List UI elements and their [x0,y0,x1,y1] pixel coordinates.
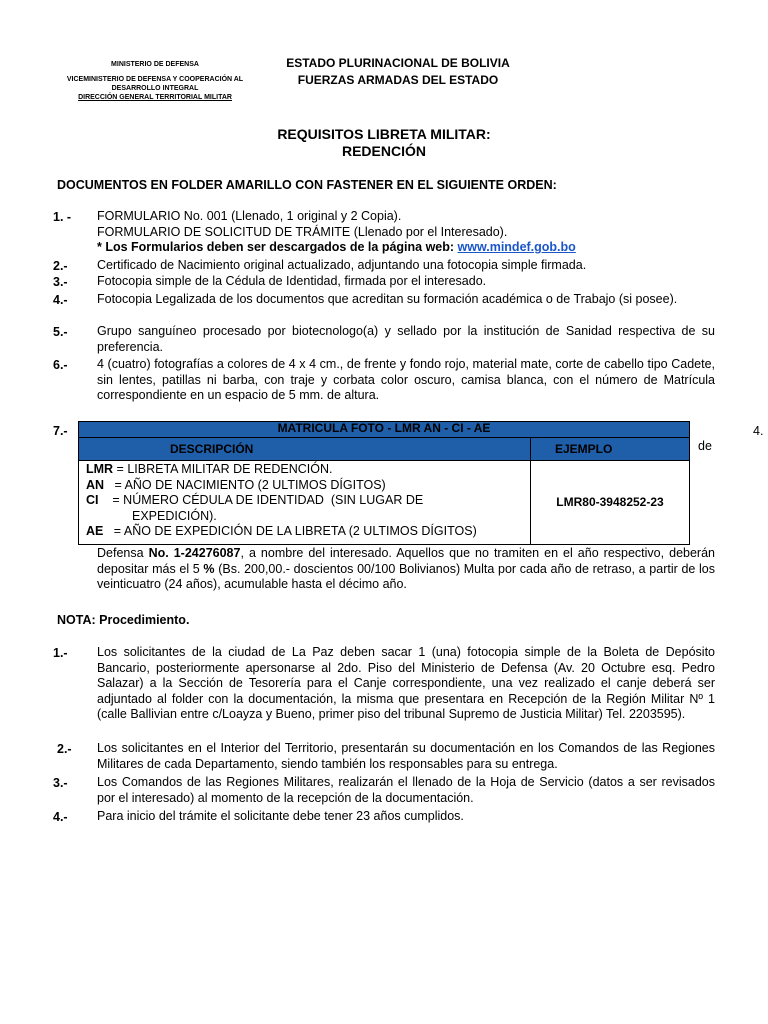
item-5-text: Grupo sanguíneo procesado por biotecnologo(a) y sellado por la institución de Sanidad respectiva de su preferencia. [97,324,715,354]
form-001-line: FORMULARIO No. 001 (Llenado, 1 original y 2 Copia). [97,209,402,223]
item-number: 2.- [53,259,68,273]
item-4-text: Fotocopia Legalizada de los documentos que acreditan su formación académica o de Trabajo (si posee). [97,292,678,306]
deposit-paragraph [97,546,715,593]
step-4-text: Para inicio del trámite el solicitante debe tener 23 años cumplidos. [97,809,464,823]
request-form-line: FORMULARIO DE SOLICITUD DE TRÁMITE (Llenado por el Interesado). [97,224,508,239]
ci-row-cont: EXPEDICIÓN). [132,508,217,523]
lmr-desc: = LIBRETA MILITAR DE REDENCIÓN. [113,462,333,476]
nota-heading: NOTA: Procedimiento. [57,613,190,627]
ae-desc: = AÑO DE EXPEDICIÓN DE LA LIBRETA (2 ULTIMOS DÍGITOS) [103,524,477,538]
state-header [270,55,526,89]
step-number: 1.- [53,646,68,660]
side-fragment-de: de [698,439,712,453]
ministry-header [55,60,255,102]
ae-key: AE [86,524,104,538]
lmr-row [86,462,526,478]
item-2-text: Certificado de Nacimiento original actualizado, adjuntando una fotocopia simple firmada. [97,258,587,272]
website-link[interactable]: www.mindef.gob.bo [457,240,576,254]
description-list [86,462,526,540]
step-3-text: Los Comandos de las Regiones Militares, realizarán el llenado de la Hoja de Servicio (datos a ser revisados por el interesado) al momento de la recepción de la documentación. [97,775,715,805]
ci-row [86,493,526,509]
document-title [0,126,768,160]
item-3-text: Fotocopia simple de la Cédula de Identidad, firmada por el interesado. [97,274,487,288]
account-number: No. 1-24276087 [148,546,241,560]
an-desc: = AÑO DE NACIMIENTO (2 ULTIMOS DÍGITOS) [104,477,386,492]
deposit-mid: , a nombre del interesado. Aquellos que no tramiten en el año respectivo, deberán depositar más el 5 [97,546,715,576]
deposit-post: (Bs. 200,00.- doscientos 00/100 Bolivianos) Multa por cada año de retraso, a partir de los veinticuatro (24 años), acumulable hasta el décimo año. [97,561,715,591]
col-divider [78,437,690,438]
vice-ministry-line2: DESARROLLO INTEGRAL [111,85,199,92]
item-number: 5.- [53,325,68,339]
documents-heading: DOCUMENTOS EN FOLDER AMARILLO CON FASTENER EN EL SIGUIENTE ORDEN: [57,178,557,192]
item-number: 6.- [53,358,68,372]
an-row [86,478,526,494]
step-number: 4.- [53,810,68,824]
title-line2: REDENCIÓN [341,143,426,159]
download-note [97,240,717,256]
state-name: ESTADO PLURINACIONAL DE BOLIVIA [286,56,510,70]
lmr-key: LMR [86,462,114,476]
item-number: 1. - [53,210,72,224]
ci-key: CI [86,493,99,507]
step-1-text: Los solicitantes de la ciudad de La Paz deben sacar 1 (una) fotocopia simple de la Boleta de Depósito Bancario, posteriormente apersonarse al 2do. Piso del Ministerio de Defensa (Av. 20 Octubre esq. Pedro Salazar) a la Sección de Tesorería para el Canje correspondiente, una vez realizado el canje deberá ser adjuntado al folder con la documentación, la misma que presentara en Recepción de la Región Militar Nº 1 (calle Ballivian entre c/Loayza y Bueno, primer piso del tribunal Supremo de Justicia Militar) Tel. 2203595). [97,645,715,721]
vice-ministry-line1: VICEMINISTERIO DE DEFENSA Y COOPERACIÓN AL [66,76,244,83]
example-column-header: EJEMPLO [555,442,613,456]
download-note-text: * Los Formularios deben ser descargados de la página web: [97,240,458,254]
item-number: 4.- [53,293,68,307]
example-value: LMR80-3948252-23 [556,495,664,509]
an-key: AN [86,477,105,492]
ae-row [86,524,526,540]
item-number: 3.- [53,275,68,289]
step-number: 2.- [57,742,72,756]
item-1-text [97,209,717,256]
title-line1: REQUISITOS LIBRETA MILITAR: [277,126,491,142]
item-number: 7.- [53,424,68,438]
step-2-text: Los solicitantes en el Interior del Territorio, presentarán su documentación en los Comandos de las Regiones Militares de cada Departamento, siendo también los responsables para su entrega. [97,741,715,771]
item-6-text: 4 (cuatro) fotografías a colores de 4 x 4 cm., de frente y fondo rojo, material mate, corte de cabello tipo Cadete, sin lentes, patillas ni barba, con traje y corbata color oscuro, camisa blanca, con el número de Matrícula correspondiente en un espacio de 5 mm. de altura. [97,357,715,402]
penalty-percent: % [203,561,215,576]
description-column-header: DESCRIPCIÓN [170,442,254,456]
matricula-table-title: MATRICULA FOTO - LMR AN - CI - AE [277,421,491,435]
ministry-name: MINISTERIO DE DEFENSA [111,61,199,68]
directorate-name: DIRECCIÓN GENERAL TERRITORIAL MILITAR [78,94,232,101]
step-number: 3.- [53,776,68,790]
armed-forces-name: FUERZAS ARMADAS DEL ESTADO [297,73,499,87]
deposit-pre: Defensa [97,546,149,560]
side-fragment-number: 4. [753,424,764,438]
ci-desc: = NÚMERO CÉDULA DE IDENTIDAD (SIN LUGAR DE [98,493,424,507]
